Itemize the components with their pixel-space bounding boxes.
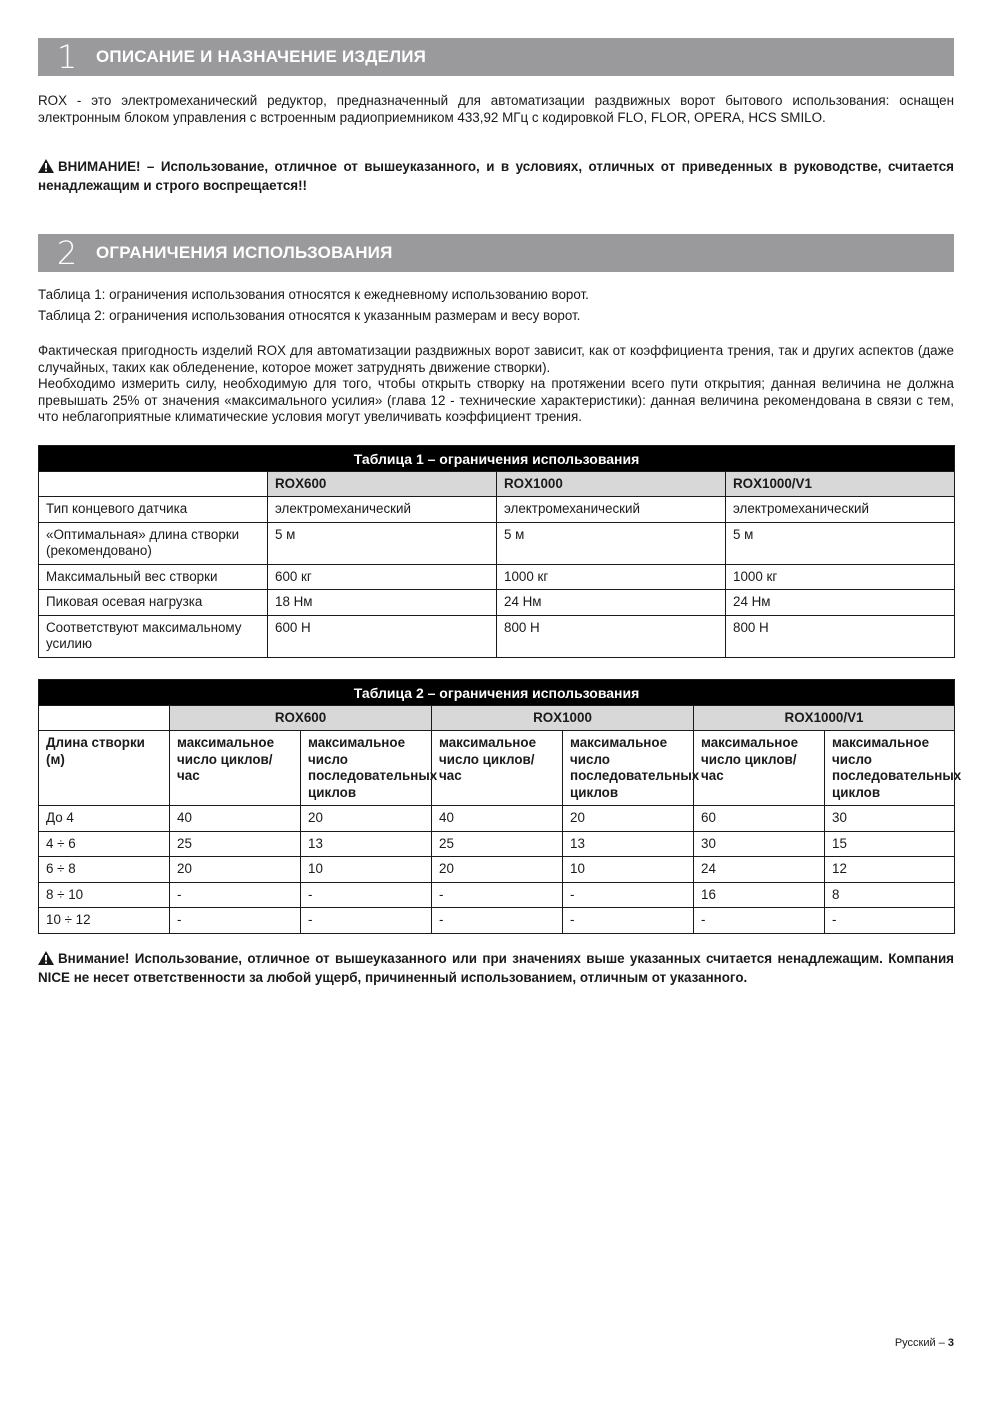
row-label: Максимальный вес створки [39,564,268,590]
cycles-per-hour-header: максимальное число циклов/час [170,731,301,806]
section-1-header [38,38,954,76]
model-header: ROX1000 [497,471,726,497]
table-cell: 800 Н [497,615,726,657]
section-title: ОПИСАНИЕ И НАЗНАЧЕНИЕ ИЗДЕЛИЯ [96,47,427,66]
table-cell: 40 [170,806,301,832]
intro-paragraph: ROX - это электромеханический редуктор, предназначенный для автоматизации раздвижных ворот бытового использования: оснащен электронным блоком управления с встроенным радиоприемником 433,92 МГц с кодировкой FLO, FLOR, OPERA, HCS SMILO. [38,93,954,125]
row-label: 6 ÷ 8 [39,857,170,883]
row-label: «Оптимальная» длина створки (рекомендовано) [39,522,268,564]
table-row [39,590,955,616]
table-corner [39,705,170,731]
row-label: 8 ÷ 10 [39,882,170,908]
row-label: Тип концевого датчика [39,497,268,523]
table-cell: 13 [563,831,694,857]
table-cell: - [170,908,301,934]
table-cell: 600 Н [268,615,497,657]
table-1 [38,445,955,658]
table-row [39,522,955,564]
table-cell: 10 [563,857,694,883]
table-cell: 30 [694,831,825,857]
table-2 [38,679,962,934]
warning-paragraph-2 [38,951,954,986]
section-number: 1 [56,38,78,76]
consecutive-cycles-header: максимальное число последовательных циклов [301,731,432,806]
warning-triangle-icon [38,951,54,970]
table-cell: 18 Нм [268,590,497,616]
table-row [39,497,955,523]
cycles-per-hour-header: максимальное число циклов/час [432,731,563,806]
table-row [39,806,955,832]
table-cell: 10 [301,857,432,883]
consecutive-cycles-header: максимальное число последовательных циклов [825,731,955,806]
table-cell: 20 [170,857,301,883]
consecutive-cycles-header: максимальное число последовательных циклов [563,731,694,806]
table-title: Таблица 1 – ограничения использования [39,446,955,472]
table-cell: 5 м [726,522,955,564]
table2-note: Таблица 2: ограничения использования относятся к указанным размерам и весу ворот. [38,308,581,323]
table-row [39,564,955,590]
warning-paragraph-1 [38,159,954,194]
table-cell: - [301,882,432,908]
table-cell: 25 [170,831,301,857]
model-header: ROX1000/V1 [726,471,955,497]
table-cell: 20 [432,857,563,883]
table-cell: 30 [825,806,955,832]
table-cell: - [563,882,694,908]
section-title: ОГРАНИЧЕНИЯ ИСПОЛЬЗОВАНИЯ [96,243,393,262]
table-cell: 5 м [497,522,726,564]
table-cell: 60 [694,806,825,832]
table-cell: 16 [694,882,825,908]
table-row [39,857,955,883]
table-cell: - [563,908,694,934]
table-cell: 15 [825,831,955,857]
row-label: 10 ÷ 12 [39,908,170,934]
table-cell: 24 Нм [497,590,726,616]
table-row [39,882,955,908]
row-label: Соответствуют максимальному усилию [39,615,268,657]
page-number: 3 [947,1337,954,1349]
table-cell: 800 Н [726,615,955,657]
table-cell: - [432,908,563,934]
length-header: Длина створки (м) [39,731,170,806]
model-header: ROX600 [268,471,497,497]
table-cell: - [825,908,955,934]
section-number: 2 [56,234,78,272]
table-cell: электромеханический [268,497,497,523]
row-label: Пиковая осевая нагрузка [39,590,268,616]
table-corner [39,471,268,497]
footer-language: Русский – [894,1337,948,1349]
table-cell: 40 [432,806,563,832]
table-cell: 5 м [268,522,497,564]
force-paragraph: Необходимо измерить силу, необходимую для того, чтобы открыть створку на протяжении всего пути открытия; данная величина не должна превышать 25% от значения «максимального усилия» (глава 12 - технические характеристики): данная величина рекомендована в связи с тем, что неблагоприятные климатические условия могут увеличивать коэффициент трения. [38,376,954,424]
table-row [39,615,955,657]
table-cell: 24 Нм [726,590,955,616]
table-title: Таблица 2 – ограничения использования [39,680,955,706]
model-header: ROX1000 [432,705,694,731]
table-cell: 13 [301,831,432,857]
suitability-paragraph: Фактическая пригодность изделий ROX для автоматизации раздвижных ворот зависит, как от коэффициента трения, так и других аспектов (даже случайных, таких как обледенение, которое может затруднять движение створки). [38,343,954,375]
table-cell: 20 [301,806,432,832]
table-cell: - [170,882,301,908]
warning-text: ВНИМАНИЕ! – Использование, отличное от вышеуказанного, и в условиях, отличных от приведенных в руководстве, считается ненадлежащим и строго воспрещается!! [38,159,954,193]
table-cell: 25 [432,831,563,857]
table-cell: 24 [694,857,825,883]
table-cell: 8 [825,882,955,908]
table-cell: - [301,908,432,934]
page-footer [895,1337,954,1349]
table-cell: - [432,882,563,908]
table-cell: электромеханический [726,497,955,523]
section-2-header [38,234,954,272]
table-row [39,908,955,934]
row-label: До 4 [39,806,170,832]
model-header: ROX600 [170,705,432,731]
table-cell: 12 [825,857,955,883]
warning-triangle-icon [38,159,54,178]
table-cell: - [694,908,825,934]
table-row [39,831,955,857]
table-cell: 20 [563,806,694,832]
table-cell: 600 кг [268,564,497,590]
table-cell: 1000 кг [497,564,726,590]
table-cell: электромеханический [497,497,726,523]
model-header: ROX1000/V1 [694,705,955,731]
row-label: 4 ÷ 6 [39,831,170,857]
warning-text: Внимание! Использование, отличное от вышеуказанного или при значениях выше указанных считается ненадлежащим. Компания NICE не несет ответственности за любой ущерб, причиненный использованием, отличным от указанного. [38,951,954,985]
cycles-per-hour-header: максимальное число циклов/час [694,731,825,806]
table1-note: Таблица 1: ограничения использования относятся к ежедневному использованию ворот. [38,287,589,302]
table-cell: 1000 кг [726,564,955,590]
